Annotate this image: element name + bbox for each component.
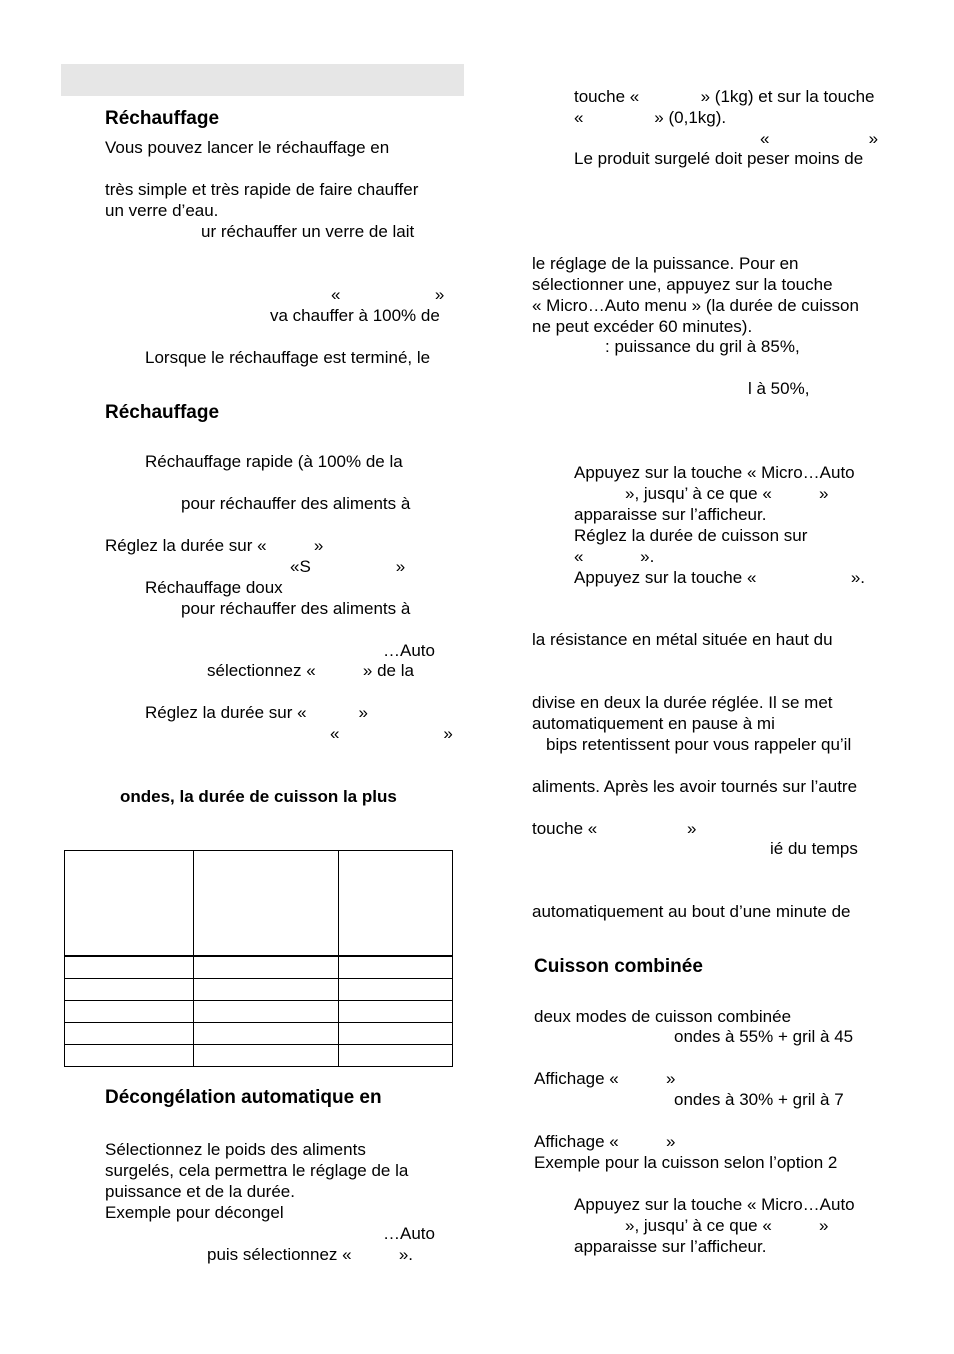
paragraph-line: pour réchauffer des aliments à (181, 494, 411, 513)
table-cell (339, 1045, 453, 1067)
table-cell (65, 851, 194, 957)
paragraph-line: Réglez la durée de cuisson sur (574, 526, 808, 545)
paragraph-line: « ». (574, 547, 655, 566)
paragraph-line: automatiquement en pause à mi (532, 714, 775, 733)
table-cell (194, 1023, 339, 1045)
paragraph-line: Appuyez sur la touche « Micro…Auto (574, 463, 855, 482)
paragraph-line: apparaisse sur l’afficheur. (574, 505, 767, 524)
table-cell (339, 851, 453, 957)
paragraph-line: Exemple pour décongel (105, 1203, 284, 1222)
table-header-row (65, 851, 453, 957)
table-cell (194, 1045, 339, 1067)
paragraph-line: bips retentissent pour vous rappeler qu’il (546, 735, 852, 754)
paragraph-line: », jusqu’ à ce que « » (625, 484, 829, 503)
paragraph-line: un verre d’eau. (105, 201, 219, 220)
paragraph-line: Réchauffage doux (145, 578, 283, 597)
table-cell (339, 956, 453, 979)
paragraph-line: ondes à 55% + gril à 45 (674, 1027, 854, 1046)
paragraph-line: touche « » (532, 819, 697, 838)
table-row (65, 1023, 453, 1045)
paragraph-line: », jusqu’ à ce que « » (625, 1216, 829, 1235)
paragraph-line: « » (0,1kg). (574, 108, 727, 127)
table-cell (65, 1023, 194, 1045)
table-cell (194, 851, 339, 957)
heading-cuisson-combinee: Cuisson combinée (534, 956, 703, 977)
paragraph-line: Appuyez sur la touche « ». (574, 568, 866, 587)
table-cell (65, 1001, 194, 1023)
paragraph-line: apparaisse sur l’afficheur. (574, 1237, 767, 1256)
paragraph-line: puis sélectionnez « ». (207, 1245, 414, 1264)
paragraph-line: le réglage de la puissance. Pour en (532, 254, 799, 273)
table-cell (339, 979, 453, 1001)
paragraph-line: très simple et très rapide de faire chauffer (105, 180, 419, 199)
paragraph-line: Réglez la durée sur « » (145, 703, 369, 722)
paragraph-line: « » (760, 129, 879, 148)
paragraph-line: la résistance en métal située en haut du (532, 630, 833, 649)
paragraph-line: « » (331, 285, 445, 304)
table-cell (65, 1045, 194, 1067)
data-table (64, 850, 453, 1067)
paragraph-line: «S » (290, 557, 406, 576)
paragraph-line: puissance et de la durée. (105, 1182, 295, 1201)
section-header-bar (61, 64, 464, 96)
table-cell (65, 979, 194, 1001)
paragraph-line: « » (330, 724, 453, 743)
heading-decongelation: Décongélation automatique en (105, 1087, 382, 1108)
paragraph-line: ur réchauffer un verre de lait (201, 222, 415, 241)
table-cell (194, 956, 339, 979)
paragraph-line: Lorsque le réchauffage est terminé, le (145, 348, 431, 367)
paragraph-line: « Micro…Auto menu » (la durée de cuisson (532, 296, 859, 315)
bold-note: ondes, la durée de cuisson la plus (120, 787, 397, 806)
paragraph-line: Réchauffage rapide (à 100% de la (145, 452, 403, 471)
paragraph-line: ié du temps (770, 839, 858, 858)
table-row (65, 979, 453, 1001)
paragraph-line: ne peut excéder 60 minutes). (532, 317, 753, 336)
paragraph-line: va chauffer à 100% de (270, 306, 440, 325)
heading-rechauffage-2: Réchauffage (105, 402, 220, 423)
paragraph-line: divise en deux la durée réglée. Il se met (532, 693, 833, 712)
table-cell (194, 1001, 339, 1023)
paragraph-line: touche « » (1kg) et sur la touche (574, 87, 875, 106)
paragraph-line: automatiquement au bout d’une minute de (532, 902, 851, 921)
table-cell (339, 1023, 453, 1045)
paragraph-line: sélectionnez « » de la (207, 661, 414, 680)
paragraph-line: Affichage « » (534, 1069, 676, 1088)
paragraph-line: Appuyez sur la touche « Micro…Auto (574, 1195, 855, 1214)
paragraph-line: sélectionner une, appuyez sur la touche (532, 275, 833, 294)
table-cell (65, 956, 194, 979)
paragraph-line: Affichage « » (534, 1132, 676, 1151)
table-row (65, 956, 453, 979)
paragraph-line: Vous pouvez lancer le réchauffage en (105, 138, 390, 157)
paragraph-line: …Auto (383, 641, 435, 660)
paragraph-line: …Auto (383, 1224, 435, 1243)
paragraph-line: Réglez la durée sur « » (105, 536, 324, 555)
paragraph-line: ondes à 30% + gril à 7 (674, 1090, 844, 1109)
table-row (65, 1001, 453, 1023)
paragraph-line: : puissance du gril à 85%, (605, 337, 800, 356)
paragraph-line: Sélectionnez le poids des aliments (105, 1140, 366, 1159)
table-cell (194, 979, 339, 1001)
paragraph-line: Exemple pour la cuisson selon l’option 2 (534, 1153, 838, 1172)
paragraph-line: aliments. Après les avoir tournés sur l’autre (532, 777, 858, 796)
heading-rechauffage: Réchauffage (105, 108, 220, 129)
paragraph-line: surgelés, cela permettra le réglage de la (105, 1161, 409, 1180)
paragraph-line: pour réchauffer des aliments à (181, 599, 411, 618)
table-row (65, 1045, 453, 1067)
paragraph-line: deux modes de cuisson combinée (534, 1007, 792, 1026)
table-cell (339, 1001, 453, 1023)
paragraph-line: Le produit surgelé doit peser moins de (574, 149, 864, 168)
paragraph-line: l à 50%, (748, 379, 810, 398)
